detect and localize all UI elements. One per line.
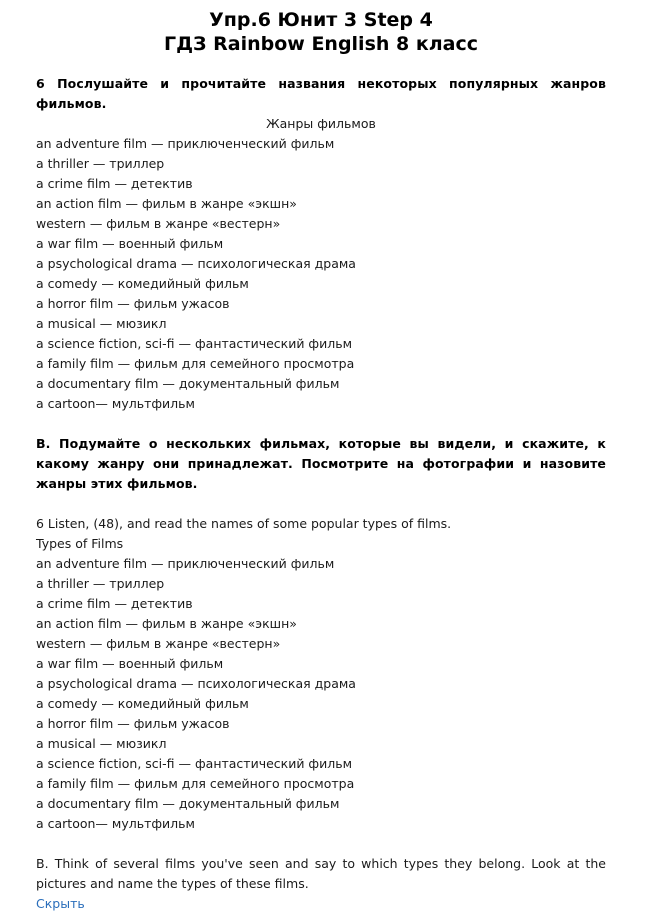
ru-list-item: western — фильм в жанре «вестерн» [36,216,281,231]
en-list-item: a comedy — комедийный фильм [36,696,249,711]
en-list-item: an action film — фильм в жанре «экшн» [36,616,297,631]
ru-subtitle: Жанры фильмов [266,116,376,131]
title-line-1: Упр.6 Юнит 3 Step 4 [209,9,433,31]
en-list-item: an adventure film — приключенческий фильм [36,556,335,571]
ru-list-item: a thriller — триллер [36,156,165,171]
en-task-b: B. Think of several films you've seen and say to which types they belong. Look at the pictures and name the types of these films. [36,856,606,891]
ru-list-item: a cartoon— мультфильм [36,396,195,411]
ru-section [36,74,606,494]
en-list-item: a crime film — детектив [36,596,193,611]
en-section [36,514,606,894]
en-list-item: a musical — мюзикл [36,736,167,751]
ru-list-item: a crime film — детектив [36,176,193,191]
ru-list-item: a war film — военный фильм [36,236,224,251]
ru-task-a: 6 Послушайте и прочитайте названия некоторых популярных жанров фильмов. [36,76,606,111]
ru-list-item: a documentary film — документальный фильм [36,376,340,391]
en-list-item: a psychological drama — психологическая драма [36,676,356,691]
title-line-2: ГДЗ Rainbow English 8 класс [163,33,479,55]
en-list-item: a family film — фильм для семейного просмотра [36,776,355,791]
en-list-item: a thriller — триллер [36,576,165,591]
ru-list-item: an adventure film — приключенческий фильм [36,136,335,151]
ru-list-item: a horror film — фильм ужасов [36,296,230,311]
en-list-item: a cartoon— мультфильм [36,816,195,831]
ru-list-item: a musical — мюзикл [36,316,167,331]
ru-list-item: a family film — фильм для семейного просмотра [36,356,355,371]
ru-list-item: an action film — фильм в жанре «экшн» [36,196,297,211]
en-subtitle: Types of Films [36,536,124,551]
en-list-item: a science fiction, sci-fi — фантастический фильм [36,756,353,771]
page-title [36,8,606,56]
en-list-item: a war film — военный фильм [36,656,224,671]
en-list-item: western — фильм в жанре «вестерн» [36,636,281,651]
en-task-a: 6 Listen, (48), and read the names of some popular types of films. [36,516,452,531]
ru-list-item: a comedy — комедийный фильм [36,276,249,291]
en-list-item: a horror film — фильм ужасов [36,716,230,731]
ru-task-b: В. Подумайте о нескольких фильмах, которые вы видели, и скажите, к какому жанру они принадлежат. Посмотрите на фотографии и назовите жанры этих фильмов. [36,436,606,491]
ru-list-item: a science fiction, sci-fi — фантастический фильм [36,336,353,351]
page-content [36,8,606,914]
hide-link[interactable]: Скрыть [36,896,85,911]
ru-list-item: a psychological drama — психологическая драма [36,256,356,271]
en-list-item: a documentary film — документальный фильм [36,796,340,811]
